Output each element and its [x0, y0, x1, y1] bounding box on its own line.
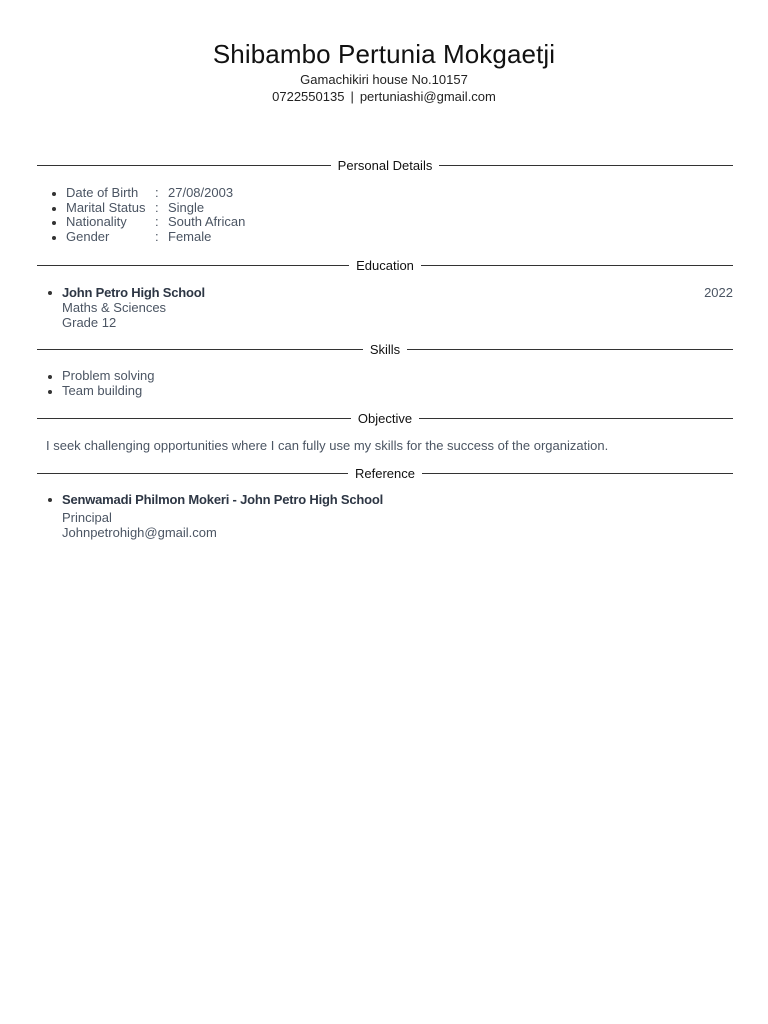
divider-line	[439, 165, 733, 166]
section-title-skills: Skills	[369, 341, 401, 357]
section-title-objective: Objective	[357, 410, 413, 426]
detail-colon: :	[155, 185, 159, 200]
skill-item: Problem solving	[62, 368, 155, 383]
section-heading-objective	[37, 408, 733, 428]
education-grade: Grade 12	[62, 315, 117, 330]
divider-line	[37, 349, 363, 350]
reference-email: Johnpetrohigh@gmail.com	[62, 525, 217, 540]
detail-colon: :	[155, 199, 159, 215]
divider-line	[37, 473, 348, 474]
divider-line	[422, 473, 733, 474]
resume-header	[0, 0, 768, 106]
education-subjects: Maths & Sciences	[62, 300, 167, 315]
section-heading-personal-details	[37, 155, 733, 175]
skill-item: Team building	[62, 384, 155, 399]
divider-line	[37, 265, 349, 266]
personal-detail-item	[66, 215, 245, 230]
section-heading-education	[37, 255, 733, 275]
bullet-marker	[48, 291, 52, 295]
email-address: pertuniashi@gmail.com	[359, 89, 496, 104]
objective-text: I seek challenging opportunities where I can fully use my skills for the success of the organization.	[46, 438, 609, 453]
detail-label: Date of Birth	[66, 185, 139, 200]
detail-colon: :	[155, 214, 159, 230]
divider-line	[37, 418, 351, 419]
skills-list	[62, 369, 155, 398]
detail-value: South African	[168, 214, 246, 230]
section-title-reference: Reference	[355, 465, 415, 481]
detail-value: Single	[168, 199, 205, 215]
detail-label: Nationality	[66, 214, 127, 230]
detail-label: Gender	[66, 229, 110, 245]
detail-colon: :	[155, 229, 159, 245]
divider-line	[419, 418, 733, 419]
candidate-name: Shibambo Pertunia Mokgaetji	[212, 39, 556, 69]
section-heading-reference	[37, 463, 733, 483]
reference-entry	[62, 492, 733, 540]
section-title-personal-details: Personal Details	[337, 157, 433, 173]
detail-label: Marital Status	[66, 199, 146, 215]
divider-line	[407, 349, 733, 350]
school-name: John Petro High School	[62, 285, 205, 300]
section-title-education: Education	[356, 257, 414, 273]
personal-detail-item	[66, 186, 245, 201]
detail-value: 27/08/2003	[168, 185, 234, 200]
education-entry	[62, 285, 733, 330]
detail-value: Female	[168, 229, 212, 245]
personal-detail-item	[66, 230, 245, 245]
section-heading-skills	[37, 339, 733, 359]
personal-details-list	[66, 186, 245, 245]
divider-line	[421, 265, 733, 266]
reference-role: Principal	[62, 510, 112, 525]
reference-name: Senwamadi Philmon Mokeri - John Petro High School	[62, 492, 384, 507]
contact-separator: |	[350, 89, 354, 104]
graduation-year: 2022	[704, 285, 733, 300]
phone-number: 0722550135	[272, 89, 345, 104]
divider-line	[37, 165, 331, 166]
candidate-address: Gamachikiri house No.10157	[300, 72, 468, 87]
bullet-marker	[48, 498, 52, 502]
personal-detail-item	[66, 201, 245, 216]
contact-line	[0, 88, 768, 106]
